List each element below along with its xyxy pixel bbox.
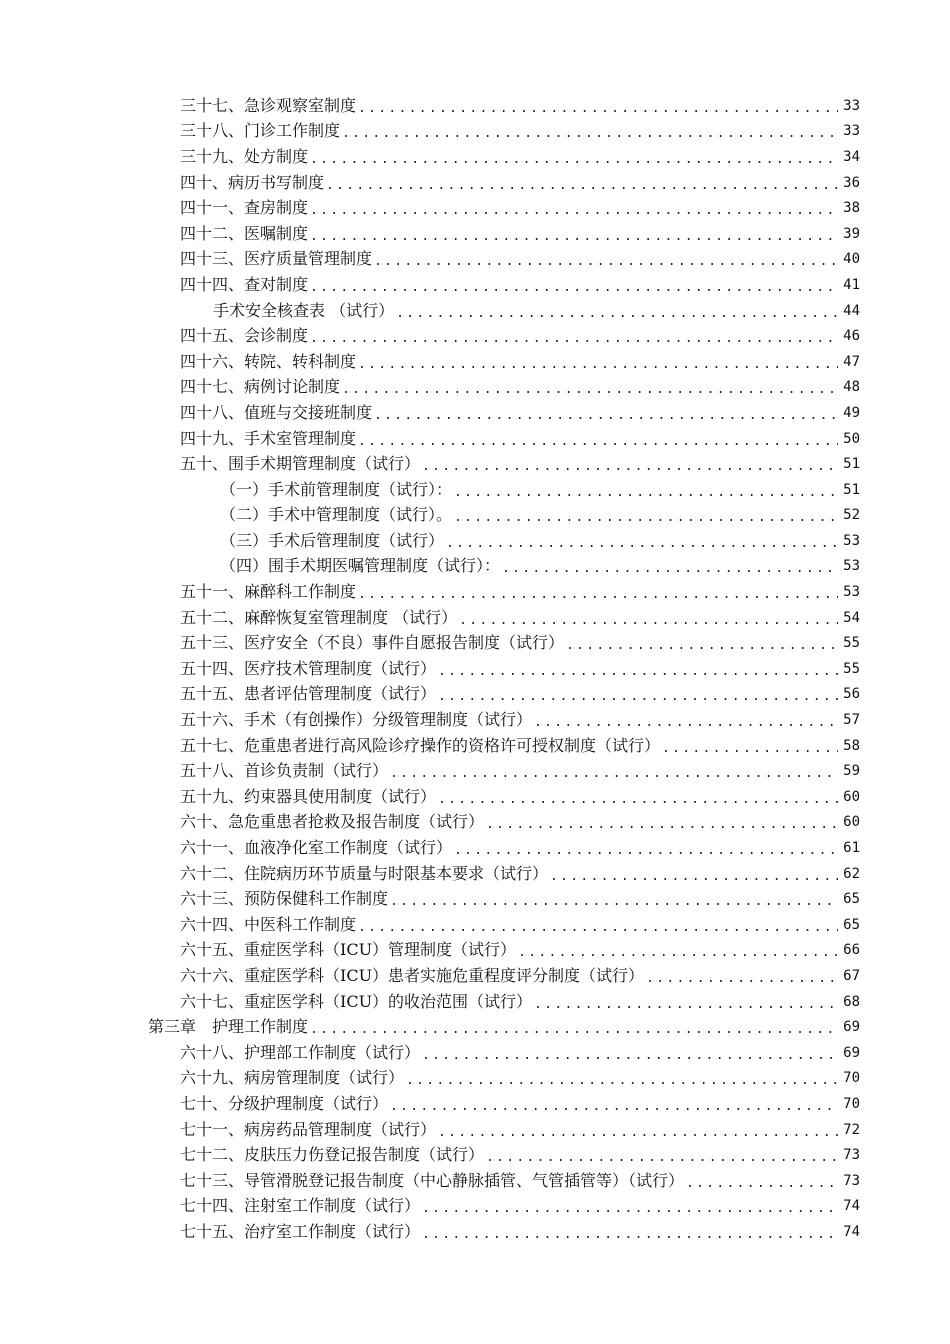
- table-of-contents: [0, 93, 950, 1245]
- toc-dot-leader: [374, 406, 838, 426]
- toc-entry-title: 第三章 护理工作制度: [148, 1017, 309, 1037]
- toc-entry-page-number: 39: [843, 225, 860, 242]
- toc-entry-page-number: 57: [843, 712, 860, 729]
- toc-dot-leader: [438, 790, 838, 810]
- toc-entry-title: 四十八、值班与交接班制度: [180, 402, 373, 422]
- toc-dot-leader: [534, 995, 838, 1015]
- toc-entry-page-number: 61: [843, 840, 860, 857]
- toc-entry-page-number: 72: [843, 1121, 860, 1138]
- toc-entry-page-number: 65: [843, 916, 860, 933]
- toc-entry-page-number: 60: [843, 788, 860, 805]
- toc-dot-leader: [374, 252, 838, 272]
- toc-entry[interactable]: [0, 272, 950, 298]
- toc-dot-leader: [310, 227, 838, 247]
- toc-entry-page-number: 47: [843, 353, 860, 370]
- toc-entry[interactable]: [0, 1066, 950, 1092]
- toc-dot-leader: [662, 739, 838, 759]
- toc-entry-title: 六十八、护理部工作制度（试行）: [180, 1042, 421, 1062]
- toc-entry[interactable]: [0, 195, 950, 221]
- toc-entry[interactable]: [0, 912, 950, 938]
- toc-entry[interactable]: [0, 656, 950, 682]
- toc-entry[interactable]: [0, 93, 950, 119]
- toc-entry-title: 七十二、皮肤压力伤登记报告制度（试行）: [180, 1145, 485, 1165]
- toc-dot-leader: [406, 1071, 838, 1091]
- toc-entry[interactable]: [0, 1091, 950, 1117]
- toc-entry[interactable]: [0, 579, 950, 605]
- toc-entry[interactable]: [0, 1040, 950, 1066]
- toc-entry-title: 五十二、麻醉恢复室管理制度 （试行）: [180, 607, 458, 627]
- toc-entry-title: 五十四、医疗技术管理制度（试行）: [180, 658, 437, 678]
- toc-dot-leader: [686, 1174, 838, 1194]
- toc-entry-title: 六十一、血液净化室工作制度（试行）: [180, 838, 453, 858]
- toc-dot-leader: [358, 585, 838, 605]
- toc-dot-leader: [486, 1148, 838, 1168]
- toc-entry[interactable]: [0, 963, 950, 989]
- toc-entry[interactable]: [0, 503, 950, 529]
- toc-entry-title: （四）围手术期医嘱管理制度（试行）：: [220, 556, 501, 576]
- toc-entry-page-number: 65: [843, 891, 860, 908]
- toc-entry-title: 七十三、导管滑脱登记报告制度（中心静脉插管、气管插管等）（试行）: [180, 1170, 685, 1190]
- toc-dot-leader: [446, 534, 838, 554]
- toc-entry-page-number: 51: [843, 481, 860, 498]
- toc-entry-title: （二）手术中管理制度（试行）。: [220, 505, 453, 525]
- toc-dot-leader: [438, 687, 838, 707]
- toc-entry-page-number: 51: [843, 456, 860, 473]
- toc-dot-leader: [422, 457, 838, 477]
- toc-entry[interactable]: [0, 733, 950, 759]
- toc-entry-title: 六十、急危重患者抢救及报告制度（试行）: [180, 812, 485, 832]
- toc-entry-page-number: 73: [843, 1147, 860, 1164]
- toc-entry-page-number: 38: [843, 200, 860, 217]
- toc-dot-leader: [326, 176, 838, 196]
- toc-entry-title: 五十六、手术（有创操作）分级管理制度（试行）: [180, 710, 533, 730]
- toc-entry[interactable]: [0, 400, 950, 426]
- toc-dot-leader: [342, 124, 838, 144]
- toc-entry-title: 六十三、预防保健科工作制度: [180, 889, 389, 909]
- toc-entry[interactable]: [0, 707, 950, 733]
- toc-entry-title: 七十四、注射室工作制度（试行）: [180, 1196, 421, 1216]
- toc-dot-leader: [486, 815, 838, 835]
- toc-entry-title: （一）手术前管理制度（试行）：: [220, 479, 453, 499]
- toc-entry[interactable]: [0, 886, 950, 912]
- toc-dot-leader: [459, 611, 838, 631]
- toc-entry[interactable]: [0, 1142, 950, 1168]
- toc-dot-leader: [310, 201, 838, 221]
- toc-dot-leader: [438, 1123, 838, 1143]
- toc-entry-title: 六十二、住院病历环节质量与时限基本要求（试行）: [180, 863, 549, 883]
- toc-entry-page-number: 36: [843, 174, 860, 191]
- toc-dot-leader: [390, 892, 838, 912]
- toc-entry[interactable]: [0, 221, 950, 247]
- toc-entry-page-number: 48: [843, 379, 860, 396]
- toc-entry[interactable]: [0, 989, 950, 1015]
- toc-dot-leader: [310, 1020, 838, 1040]
- toc-entry[interactable]: [0, 1219, 950, 1245]
- toc-entry-title: 六十五、重症医学科（ICU）管理制度（试行）: [180, 940, 517, 960]
- toc-entry-page-number: 66: [843, 942, 860, 959]
- toc-entry[interactable]: [0, 758, 950, 784]
- toc-entry-title: 五十八、首诊负责制（试行）: [180, 761, 389, 781]
- toc-entry-page-number: 53: [843, 558, 860, 575]
- toc-entry[interactable]: [0, 323, 950, 349]
- toc-entry-page-number: 34: [843, 148, 860, 165]
- toc-entry-title: 七十一、病房药品管理制度（试行）: [180, 1119, 437, 1139]
- toc-entry-title: 四十三、医疗质量管理制度: [180, 249, 373, 269]
- toc-entry-page-number: 50: [843, 430, 860, 447]
- toc-entry-title: 五十九、约束器具使用制度（试行）: [180, 786, 437, 806]
- toc-entry-page-number: 69: [843, 1019, 860, 1036]
- toc-entry-title: （三）手术后管理制度（试行）: [220, 530, 445, 550]
- toc-entry-title: 五十三、医疗安全（不良）事件自愿报告制度（试行）: [180, 633, 565, 653]
- toc-dot-leader: [454, 841, 838, 861]
- toc-entry-page-number: 55: [843, 660, 860, 677]
- toc-entry-page-number: 53: [843, 584, 860, 601]
- toc-dot-leader: [566, 636, 838, 656]
- toc-entry-page-number: 60: [843, 814, 860, 831]
- toc-entry-title: 六十四、中医科工作制度: [180, 914, 357, 934]
- toc-entry[interactable]: [0, 810, 950, 836]
- toc-entry[interactable]: [0, 349, 950, 375]
- toc-entry-page-number: 41: [843, 276, 860, 293]
- toc-entry[interactable]: [0, 1194, 950, 1220]
- toc-entry-title: 七十五、治疗室工作制度（试行）: [180, 1221, 421, 1241]
- toc-entry-title: 四十二、医嘱制度: [180, 223, 309, 243]
- toc-entry-page-number: 74: [843, 1223, 860, 1240]
- toc-entry[interactable]: [0, 605, 950, 631]
- toc-entry-page-number: 70: [843, 1095, 860, 1112]
- toc-dot-leader: [390, 764, 838, 784]
- toc-entry-title: 七十、分级护理制度（试行）: [180, 1093, 389, 1113]
- toc-dot-leader: [358, 918, 838, 938]
- toc-entry[interactable]: [0, 630, 950, 656]
- toc-entry-title: 六十九、病房管理制度（试行）: [180, 1068, 405, 1088]
- toc-entry-title: 三十八、门诊工作制度: [180, 121, 341, 141]
- toc-dot-leader: [358, 432, 838, 452]
- toc-entry[interactable]: [0, 938, 950, 964]
- toc-entry[interactable]: [0, 528, 950, 554]
- toc-entry-title: 五十五、患者评估管理制度（试行）: [180, 684, 437, 704]
- toc-entry-title: 四十六、转院、转科制度: [180, 351, 357, 371]
- toc-entry-title: 手术安全核查表 （试行）: [213, 300, 395, 320]
- toc-entry-title: 四十、病历书写制度: [180, 172, 325, 192]
- toc-dot-leader: [310, 329, 838, 349]
- toc-dot-leader: [454, 508, 838, 528]
- toc-entry-page-number: 33: [843, 123, 860, 140]
- toc-entry-page-number: 67: [843, 967, 860, 984]
- toc-entry[interactable]: [0, 1117, 950, 1143]
- toc-entry-title: 三十七、急诊观察室制度: [180, 95, 357, 115]
- toc-dot-leader: [646, 969, 838, 989]
- toc-entry[interactable]: [0, 682, 950, 708]
- toc-dot-leader: [550, 867, 838, 887]
- toc-entry-title: 三十九、处方制度: [180, 146, 309, 166]
- toc-dot-leader: [358, 99, 838, 119]
- toc-dot-leader: [422, 1046, 838, 1066]
- toc-dot-leader: [422, 1225, 838, 1245]
- toc-entry[interactable]: [0, 170, 950, 196]
- toc-entry[interactable]: [0, 375, 950, 401]
- toc-entry-page-number: 44: [843, 302, 860, 319]
- toc-entry[interactable]: [0, 426, 950, 452]
- toc-entry-title: 五十一、麻醉科工作制度: [180, 582, 357, 602]
- toc-entry-title: 四十一、查房制度: [180, 198, 309, 218]
- toc-entry[interactable]: [0, 247, 950, 273]
- toc-entry-page-number: 53: [843, 532, 860, 549]
- toc-entry-page-number: 62: [843, 865, 860, 882]
- toc-entry-page-number: 55: [843, 635, 860, 652]
- toc-entry-title: 四十九、手术室管理制度: [180, 428, 357, 448]
- toc-entry-page-number: 40: [843, 251, 860, 268]
- toc-entry[interactable]: [0, 861, 950, 887]
- toc-entry-page-number: 58: [843, 737, 860, 754]
- toc-entry-title: 四十七、病例讨论制度: [180, 377, 341, 397]
- toc-entry-page-number: 54: [843, 609, 860, 626]
- toc-entry-page-number: 52: [843, 507, 860, 524]
- toc-entry-page-number: 33: [843, 97, 860, 114]
- toc-entry-page-number: 74: [843, 1198, 860, 1215]
- toc-dot-leader: [502, 559, 838, 579]
- toc-entry[interactable]: [0, 477, 950, 503]
- toc-dot-leader: [396, 304, 838, 324]
- toc-entry-title: 六十七、重症医学科（ICU）的收治范围（试行）: [180, 991, 533, 1011]
- toc-entry-page-number: 70: [843, 1070, 860, 1087]
- toc-dot-leader: [518, 943, 838, 963]
- toc-entry-page-number: 49: [843, 404, 860, 421]
- toc-entry-title: 六十六、重症医学科（ICU）患者实施危重程度评分制度（试行）: [180, 965, 645, 985]
- toc-dot-leader: [342, 380, 838, 400]
- toc-entry[interactable]: [0, 1014, 950, 1040]
- toc-dot-leader: [438, 662, 838, 682]
- toc-entry-title: 四十四、查对制度: [180, 274, 309, 294]
- toc-dot-leader: [454, 483, 838, 503]
- toc-entry[interactable]: [0, 451, 950, 477]
- toc-entry-page-number: 56: [843, 686, 860, 703]
- toc-entry[interactable]: [0, 298, 950, 324]
- toc-entry[interactable]: [0, 784, 950, 810]
- toc-dot-leader: [310, 150, 838, 170]
- toc-entry-title: 五十、围手术期管理制度（试行）: [180, 454, 421, 474]
- toc-dot-leader: [534, 713, 838, 733]
- toc-dot-leader: [358, 355, 838, 375]
- toc-entry-page-number: 59: [843, 763, 860, 780]
- toc-entry-page-number: 73: [843, 1172, 860, 1189]
- toc-dot-leader: [422, 1199, 838, 1219]
- toc-dot-leader: [310, 278, 838, 298]
- toc-entry-page-number: 69: [843, 1044, 860, 1061]
- toc-entry-page-number: 46: [843, 328, 860, 345]
- toc-entry[interactable]: [0, 144, 950, 170]
- toc-entry[interactable]: [0, 1168, 950, 1194]
- toc-entry-page-number: 68: [843, 993, 860, 1010]
- toc-dot-leader: [390, 1097, 838, 1117]
- toc-entry-title: 四十五、会诊制度: [180, 326, 309, 346]
- toc-entry-title: 五十七、危重患者进行高风险诊疗操作的资格许可授权制度（试行）: [180, 735, 661, 755]
- toc-entry[interactable]: [0, 554, 950, 580]
- toc-entry[interactable]: [0, 835, 950, 861]
- toc-entry[interactable]: [0, 119, 950, 145]
